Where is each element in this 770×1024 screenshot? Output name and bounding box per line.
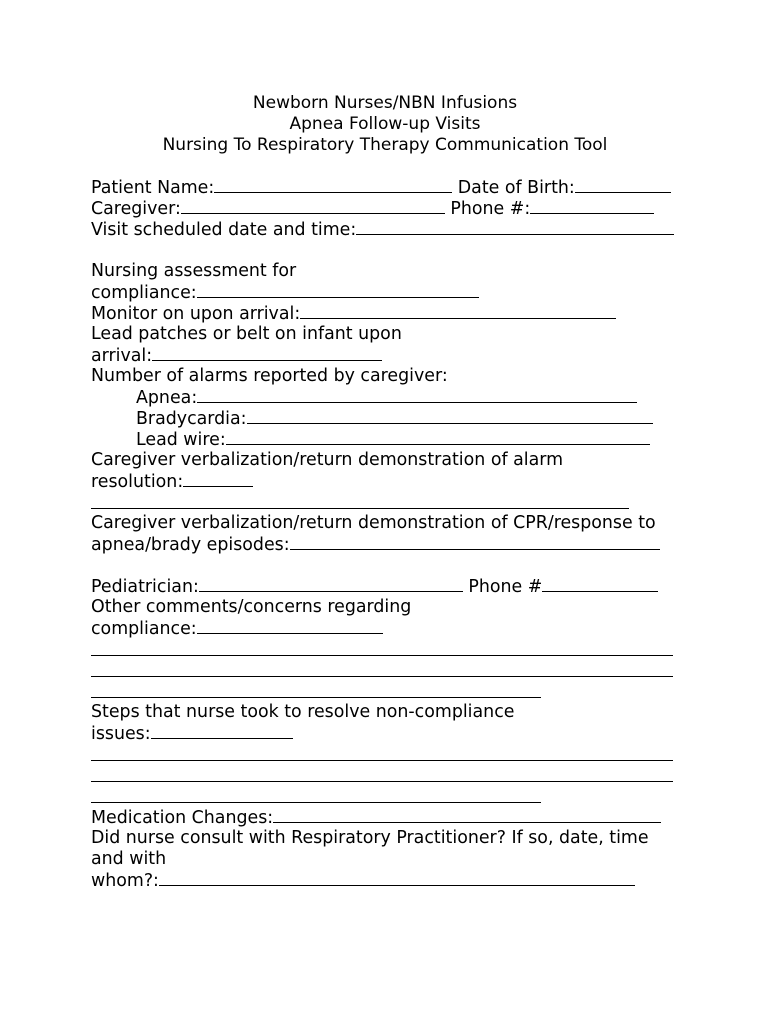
patient-row xyxy=(91,177,691,198)
issues-line-3[interactable] xyxy=(91,786,541,803)
monitor-field[interactable] xyxy=(300,303,616,319)
patient-name-field[interactable] xyxy=(214,177,452,193)
leadwire-label: Lead wire: xyxy=(136,430,226,450)
alarm-resolution-extra-row xyxy=(91,492,691,513)
caregiver-phone-field[interactable] xyxy=(530,198,654,214)
arrival-label: arrival: xyxy=(91,346,153,366)
lead-patches-text: Lead patches or belt on infant upon xyxy=(91,324,402,344)
assessment-title: Nursing assessment for xyxy=(91,261,297,281)
whom-field[interactable] xyxy=(159,870,635,886)
caregiver-label: Caregiver: xyxy=(91,199,181,219)
bradycardia-row xyxy=(91,408,691,429)
header-subtitle: Apnea Follow-up Visits xyxy=(289,114,481,134)
whom-row xyxy=(91,870,691,891)
leadwire-row xyxy=(91,429,691,450)
arrival-field[interactable] xyxy=(152,345,382,361)
consult-text-1: Did nurse consult with Respiratory Practitioner? If so, date, time xyxy=(91,828,649,848)
caregiver-field[interactable] xyxy=(181,198,445,214)
whom-label: whom?: xyxy=(91,871,159,891)
compliance-label: compliance: xyxy=(91,283,197,303)
apnea-field[interactable] xyxy=(197,387,637,403)
consult-text-2: and with xyxy=(91,849,167,869)
cpr-text: Caregiver verbalization/return demonstration of CPR/response to xyxy=(91,513,656,533)
issues-line-2[interactable] xyxy=(91,765,673,782)
compliance-row xyxy=(91,282,691,303)
alarm-resolution-label: resolution: xyxy=(91,472,184,492)
monitor-label: Monitor on upon arrival: xyxy=(91,304,301,324)
issues-row xyxy=(91,723,691,744)
compliance-field[interactable] xyxy=(197,282,479,298)
patient-name-label: Patient Name: xyxy=(91,178,215,198)
bradycardia-label: Bradycardia: xyxy=(136,409,247,429)
form-header xyxy=(0,93,770,156)
pediatrician-label: Pediatrician: xyxy=(91,577,199,597)
header-title: Nursing To Respiratory Therapy Communication Tool xyxy=(162,135,608,155)
alarm-resolution-row xyxy=(91,471,691,492)
dob-label: Date of Birth: xyxy=(457,178,575,198)
monitor-row xyxy=(91,303,691,324)
comments-line-1[interactable] xyxy=(91,639,673,656)
pediatrician-phone-label: Phone # xyxy=(468,577,543,597)
alarm-resolution-extra-line[interactable] xyxy=(91,492,629,509)
alarms-label: Number of alarms reported by caregiver: xyxy=(91,366,448,386)
comments-label: compliance: xyxy=(91,619,197,639)
arrival-row xyxy=(91,345,691,366)
pediatrician-row xyxy=(91,576,691,597)
visit-row xyxy=(91,219,691,240)
header-org: Newborn Nurses/NBN Infusions xyxy=(252,93,518,113)
comments-row xyxy=(91,618,691,639)
leadwire-field[interactable] xyxy=(226,429,650,445)
medication-field[interactable] xyxy=(273,807,661,823)
pediatrician-field[interactable] xyxy=(199,576,463,592)
issues-label: issues: xyxy=(91,724,151,744)
cpr-field[interactable] xyxy=(290,534,660,550)
cpr-row xyxy=(91,534,691,555)
form-body xyxy=(91,177,691,891)
apnea-label: Apnea: xyxy=(136,388,198,408)
caregiver-phone-label: Phone #: xyxy=(450,199,531,219)
caregiver-row xyxy=(91,198,691,219)
alarm-resolution-field[interactable] xyxy=(183,471,253,487)
comments-line-2[interactable] xyxy=(91,660,673,677)
issues-line-1[interactable] xyxy=(91,744,673,761)
steps-text: Steps that nurse took to resolve non-compliance xyxy=(91,702,515,722)
bradycardia-field[interactable] xyxy=(247,408,653,424)
medication-label: Medication Changes: xyxy=(91,808,274,828)
medication-row xyxy=(91,807,691,828)
comments-line-3[interactable] xyxy=(91,681,541,698)
dob-field[interactable] xyxy=(575,177,671,193)
apnea-row xyxy=(91,387,691,408)
comments-field[interactable] xyxy=(197,618,383,634)
visit-label: Visit scheduled date and time: xyxy=(91,220,357,240)
cpr-label: apnea/brady episodes: xyxy=(91,535,290,555)
pediatrician-phone-field[interactable] xyxy=(542,576,658,592)
issues-field[interactable] xyxy=(151,723,293,739)
comments-text: Other comments/concerns regarding xyxy=(91,597,412,617)
alarm-resolution-text: Caregiver verbalization/return demonstration of alarm xyxy=(91,450,564,470)
visit-field[interactable] xyxy=(356,219,674,235)
